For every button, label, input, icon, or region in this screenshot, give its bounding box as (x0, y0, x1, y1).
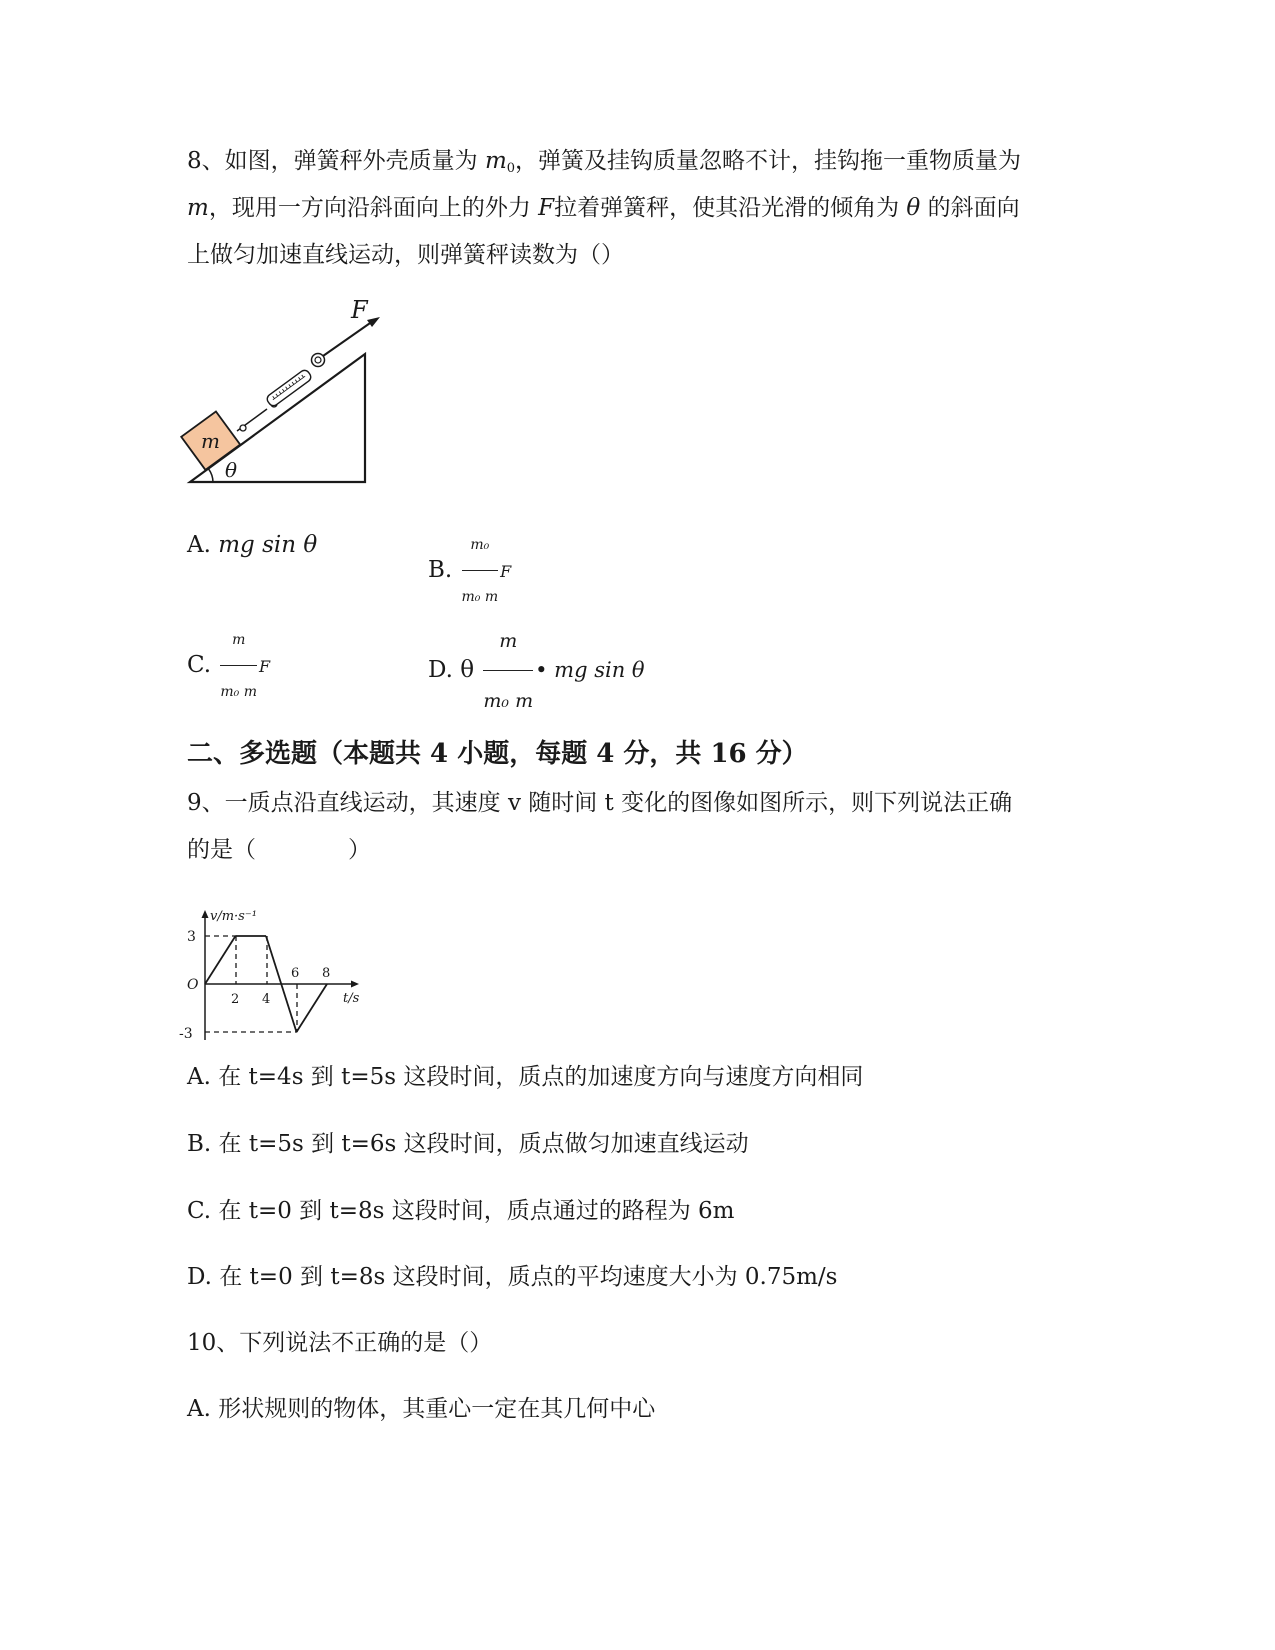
q8-line-3: 上做匀加速直线运动，则弹簧秤读数为（） (187, 242, 624, 268)
q9-line-2: 的是（ ） (187, 837, 371, 863)
incline-figure (175, 290, 405, 500)
x-tick-8: 8 (322, 966, 331, 981)
force-arrow-head (367, 317, 380, 327)
q9-line-1: 9、一质点沿直线运动，其速度 v 随时间 t 变化的图像如图所示，则下列说法正确 (187, 790, 1013, 816)
origin-label: O (187, 977, 199, 993)
vt-segment-4 (297, 984, 328, 1032)
x-tick-2: 2 (231, 992, 240, 1007)
section-heading: 二、多选题（本题共 4 小题，每题 4 分，共 16 分） (187, 739, 808, 769)
q8-option-b: B. $\frac{\text{m₀}}{\text{m₀ m}}$ F (428, 522, 511, 620)
q10-option-a: A. 形状规则的物体，其重心一定在其几何中心 (187, 1396, 656, 1422)
x-axis-label: t/s (343, 991, 360, 1006)
force-arrow-line (323, 321, 373, 356)
q8-option-d: D. θ $\frac{m}{\text{m₀ m}}$ • mg sin θ (428, 614, 645, 728)
q8-option-b-fraction: $\frac{\text{m₀}}{\text{m₀ m}}$ (462, 522, 499, 620)
q9-option-b: B. 在 t=5s 到 t=6s 这段时间，质点做匀加速直线运动 (187, 1131, 749, 1157)
q9-option-a: A. 在 t=4s 到 t=5s 这段时间，质点的加速度方向与速度方向相同 (187, 1064, 864, 1090)
scale-ring-outer (312, 354, 325, 367)
y-tick-neg3: -3 (179, 1026, 193, 1042)
x-axis-arrow (351, 981, 359, 988)
x-tick-4: 4 (262, 992, 271, 1007)
q10-line-1: 10、下列说法不正确的是（） (187, 1330, 493, 1356)
q9-option-c: C. 在 t=0 到 t=8s 这段时间，质点通过的路程为 6m (187, 1198, 735, 1224)
q8-option-d-fraction: $\frac{m}{\text{m₀ m}}$ (483, 614, 533, 728)
x-tick-6: 6 (291, 966, 300, 981)
q8-line-1: 8、如图，弹簧秤外壳质量为 $m_0$，弹簧及挂钩质量忽略不计，挂钩拖一重物质量为 (187, 148, 1022, 176)
q8-option-c: C. $\frac{m}{\text{m₀ m}}$ F (187, 617, 270, 715)
angle-label: θ (225, 458, 238, 482)
vt-graph (175, 905, 375, 1045)
block-label: m (201, 429, 220, 453)
q8-line-2: m，现用一方向沿斜面向上的外力 F拉着弹簧秤，使其沿光滑的倾角为 θ 的斜面向 (187, 195, 1020, 221)
q9-option-d: D. 在 t=0 到 t=8s 这段时间，质点的平均速度大小为 0.75m/s (187, 1264, 838, 1290)
y-axis-arrow (202, 910, 209, 918)
hook (240, 425, 246, 431)
spring-scale (265, 368, 312, 407)
q8-option-a: A. mg sin θ (187, 532, 318, 558)
y-axis-label: v/m·s⁻¹ (210, 909, 257, 924)
q8-option-c-fraction: $\frac{m}{\text{m₀ m}}$ (220, 617, 257, 715)
y-tick-3: 3 (187, 929, 196, 945)
force-label: F (351, 296, 368, 324)
angle-arc (209, 469, 213, 482)
vt-segment-1 (205, 936, 236, 984)
